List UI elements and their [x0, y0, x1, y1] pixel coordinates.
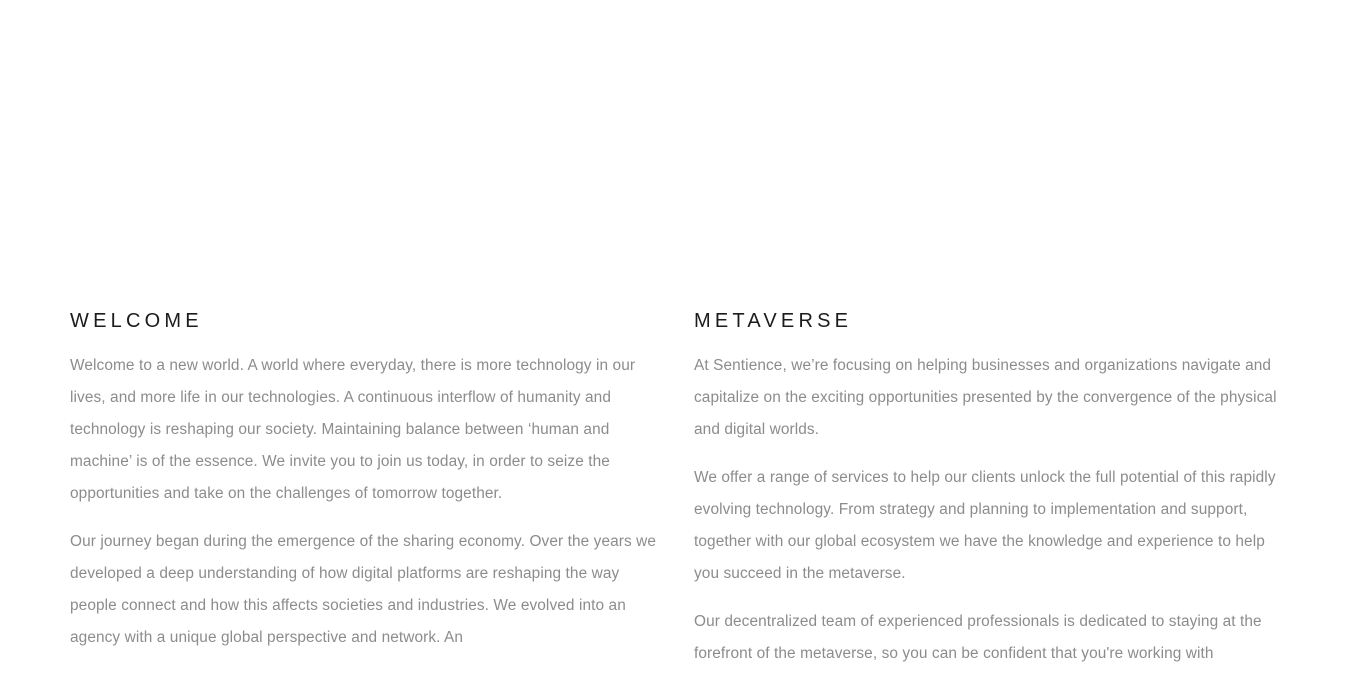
welcome-section — [70, 309, 662, 670]
metaverse-paragraph-3: Our decentralized team of experienced professionals is dedicated to staying at the forefront of the metaverse, so you can be confident that you're working with — [694, 613, 1262, 662]
metaverse-section — [694, 309, 1286, 686]
welcome-paragraph-1: Welcome to a new world. A world where everyday, there is more technology in our lives, and more life in our technologies. A continuous interflow of humanity and technology is reshaping our society. Maintaining balance between ‘human and machine’ is of the essence. We invite you to join us today, in order to seize the opportunities and take on the challenges of tomorrow together. — [70, 357, 636, 502]
metaverse-paragraph-1: At Sentience, we’re focusing on helping businesses and organizations navigate and capitalize on the exciting opportunities presented by the convergence of the physical and digital worlds. — [694, 357, 1277, 438]
welcome-heading: WELCOME — [70, 310, 203, 332]
welcome-paragraph-2: Our journey began during the emergence of the sharing economy. Over the years we developed a deep understanding of how digital platforms are reshaping the way people connect and how this affects societies and industries. We evolved into an agency with a unique global perspective and network. An — [70, 533, 657, 646]
metaverse-paragraph-2: We offer a range of services to help our clients unlock the full potential of this rapidly evolving technology. From strategy and planning to implementation and support, together with our global ecosystem we have the knowledge and experience to help you succeed in the metaverse. — [694, 469, 1276, 582]
metaverse-heading: METAVERSE — [694, 310, 853, 332]
